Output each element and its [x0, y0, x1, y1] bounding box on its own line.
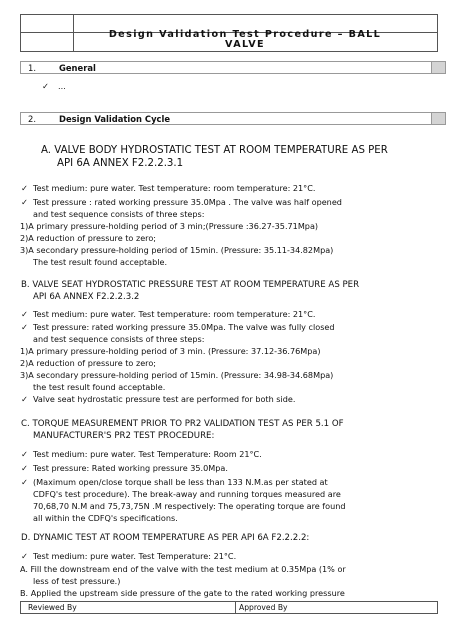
section-2-bar — [20, 112, 446, 125]
check-icon: ✓ — [21, 477, 29, 487]
b-step-3: 3)A secondary pressure-holding period of 15min. (Pressure: 34.98-34.68Mpa) — [20, 370, 334, 380]
heading-d: D. DYNAMIC TEST AT ROOM TEMPERATURE AS PER API 6A F2.2.2.2: — [21, 533, 310, 543]
c-torque-2: CDFQ's test procedure). The break-away and running torques measured are — [33, 489, 341, 499]
b-step-3-result: the test result found acceptable. — [33, 382, 166, 392]
general-item: ... — [58, 81, 66, 91]
check-icon: ✓ — [21, 322, 29, 332]
approved-by-label: Approved By — [239, 603, 288, 612]
signature-footer — [20, 601, 438, 614]
c-torque-1: (Maximum open/close torque shall be less than 133 N.M.as per stated at — [33, 477, 328, 487]
section-2-title: Design Validation Cycle — [59, 114, 171, 124]
check-icon: ✓ — [21, 309, 29, 319]
check-icon: ✓ — [21, 183, 29, 193]
section-2-bar-fill — [431, 113, 445, 124]
section-1-bar — [20, 61, 446, 74]
heading-b-line2: API 6A ANNEX F2.2.2.3.2 — [33, 292, 140, 302]
section-1-number: 1. — [28, 63, 36, 73]
b-test-pressure-1: Test pressure: rated working pressure 35.0Mpa. The valve was fully closed — [33, 322, 335, 332]
a-step-2: 2)A reduction of pressure to zero; — [20, 233, 157, 243]
document-title — [60, 30, 430, 50]
heading-a-line1: A. VALVE BODY HYDROSTATIC TEST AT ROOM TEMPERATURE AS PER — [41, 145, 388, 156]
d-step-b-1: B. Applied the upstream side pressure of the gate to the rated working pressure — [20, 588, 345, 598]
c-test-medium: Test medium: pure water. Test Temperature: Room 21°C. — [33, 449, 262, 459]
b-step-2: 2)A reduction of pressure to zero; — [20, 358, 157, 368]
d-step-a-2: less of test pressure.) — [33, 576, 121, 586]
a-step-3-result: The test result found acceptable. — [33, 257, 168, 267]
heading-c-line2: MANUFACTURER'S PR2 TEST PROCEDURE: — [33, 431, 215, 441]
title-line-1: Design Validation Test Procedure – BALL — [108, 29, 382, 40]
check-icon: ✓ — [21, 551, 29, 561]
a-test-pressure-2: and test sequence consists of three steps: — [33, 209, 205, 219]
b-step-1: 1)A primary pressure-holding period of 3 min. (Pressure: 37.12-36.76Mpa) — [20, 346, 321, 356]
check-icon: ✓ — [21, 394, 29, 404]
d-step-a-1: A. Fill the downstream end of the valve with the test medium at 0.35Mpa (1% or — [20, 564, 346, 574]
c-torque-3: 70,68,70 N.M and 75,73,75N .M respectively: The operating torque are found — [33, 501, 346, 511]
b-test-medium: Test medium: pure water. Test temperature: room temperature: 21°C. — [33, 309, 316, 319]
b-both-side: Valve seat hydrostatic pressure test are performed for both side. — [33, 394, 296, 404]
heading-b-line1: B. VALVE SEAT HYDROSTATIC PRESSURE TEST AT ROOM TEMPERATURE AS PER — [21, 280, 360, 290]
c-test-pressure: Test pressure: Rated working pressure 35.0Mpa. — [33, 463, 228, 473]
heading-c-line1: C. TORQUE MEASUREMENT PRIOR TO PR2 VALIDATION TEST AS PER 5.1 OF — [21, 419, 344, 429]
reviewed-by-label: Reviewed By — [28, 603, 77, 612]
section-1-title: General — [59, 63, 96, 73]
a-test-pressure-1: Test pressure : rated working pressure 35.0Mpa . The valve was half opened — [33, 197, 342, 207]
title-line-2: VALVE — [225, 39, 265, 50]
heading-a-line2: API 6A ANNEX F2.2.2.3.1 — [57, 158, 184, 169]
section-2-number: 2. — [28, 114, 36, 124]
a-test-medium: Test medium: pure water. Test temperature: room temperature: 21°C. — [33, 183, 316, 193]
a-step-3: 3)A secondary pressure-holding period of 15min. (Pressure: 35.11-34.82Mpa) — [20, 245, 334, 255]
check-icon: ✓ — [21, 449, 29, 459]
check-icon: ✓ — [21, 197, 29, 207]
d-test-medium: Test medium: pure water. Test Temperature: 21°C. — [33, 551, 237, 561]
section-1-bar-fill — [431, 62, 445, 73]
check-icon: ✓ — [42, 81, 50, 91]
b-test-pressure-2: and test sequence consists of three steps: — [33, 334, 205, 344]
c-torque-4: all within the CDFQ's specifications. — [33, 513, 178, 523]
check-icon: ✓ — [21, 463, 29, 473]
a-step-1: 1)A primary pressure-holding period of 3 min;(Pressure :36.27-35.71Mpa) — [20, 221, 319, 231]
